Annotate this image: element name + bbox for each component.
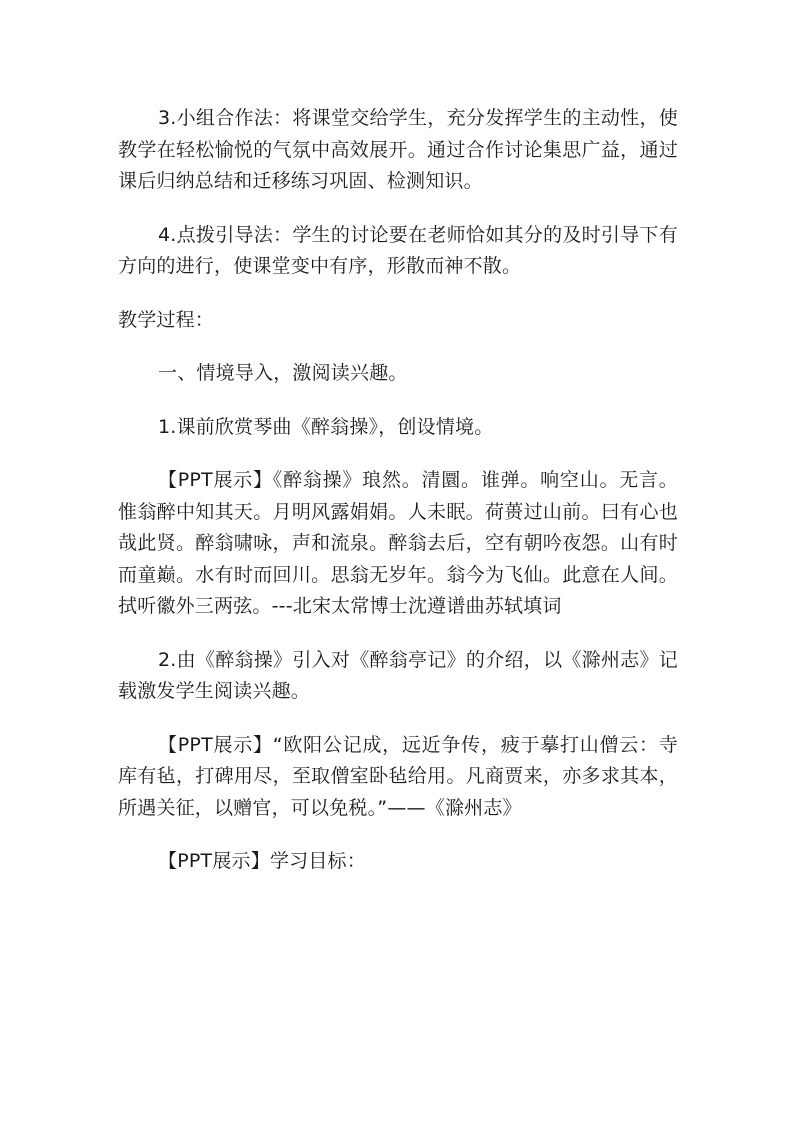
ppt-poem-paragraph: 【PPT展示】《醉翁操》琅然。清圜。谁弹。响空山。无言。惟翁醉中知其天。月明风露娟娟。人未眠。荷蒉过山前。曰有心也哉此贤。醉翁啸咏，声和流泉。醉翁去后，空有朝吟夜怨。山有时而童巅。水有时而回川。思翁无岁年。翁今为飞仙。此意在人间。拭听徽外三两弦。---北宋太常博士沈遵谱曲苏轼填词 bbox=[118, 469, 678, 617]
ppt-goals-paragraph: 【PPT展示】学习目标： bbox=[158, 850, 366, 872]
method-3-paragraph: 3.小组合作法：将课堂交给学生，充分发挥学生的主动性，使教学在轻松愉悦的气氛中高效展开。通过合作讨论集思广益，通过课后归纳总结和迁移练习巩固、检测知识。 bbox=[118, 107, 678, 192]
method-4-paragraph: 4.点拨引导法：学生的讨论要在老师恰如其分的及时引导下有方向的进行，使课堂变中有序，形散而神不散。 bbox=[118, 223, 678, 277]
section-1-heading: 一、情境导入，激阅读兴趣。 bbox=[158, 362, 408, 384]
teaching-process-heading: 教学过程： bbox=[118, 308, 215, 331]
step-2-paragraph: 2.由《醉翁操》引入对《醉翁亭记》的介绍，以《滁州志》记载激发学生阅读兴趣。 bbox=[118, 648, 678, 702]
step-1-paragraph: 1.课前欣赏琴曲《醉翁操》，创设情境。 bbox=[158, 415, 494, 438]
document-body bbox=[118, 103, 678, 878]
ppt-chuzhou-paragraph: 【PPT展示】“欧阳公记成，远近争传，疲于摹打山僧云：寺库有毡，打碑用尽，至取僧室卧毡给用。凡商贾来，亦多求其本，所遇关征，以赠官，可以免税。”——《滁州志》 bbox=[118, 733, 678, 819]
